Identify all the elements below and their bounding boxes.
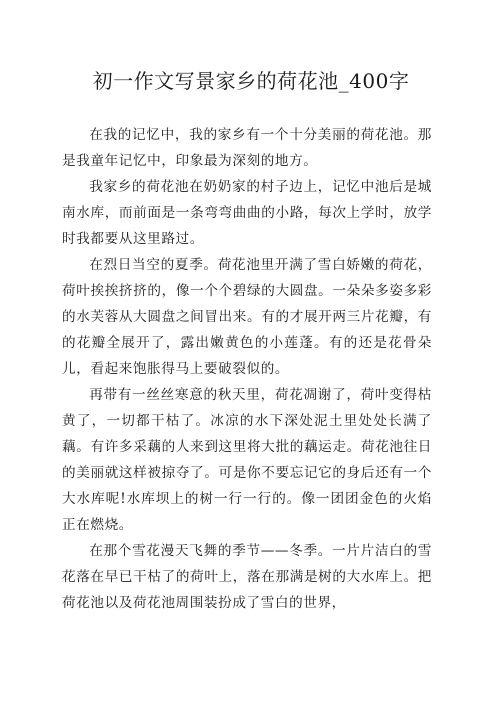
article-body <box>62 122 454 616</box>
paragraph: 在烈日当空的夏季。荷花池里开满了雪白娇嫩的荷花，荷叶挨挨挤挤的，像一个个碧绿的大圆盘。一朵朵多姿多彩的水芙蓉从大圆盘之间冒出来。有的才展开两三片花瓣，有的花瓣全展开了，露出嫩黄色的小莲蓬。有的还是花骨朵儿，看起来饱胀得马上要破裂似的。 <box>62 257 432 377</box>
paragraph: 在我的记忆中，我的家乡有一个十分美丽的荷花池。那是我童年记忆中，印象最为深刻的地方。 <box>62 127 432 169</box>
article-title: 初一作文写景家乡的荷花池_400字 <box>92 69 410 93</box>
paragraph: 在那个雪花漫天飞舞的季节——冬季。一片片洁白的雪花落在早已干枯了的荷叶上，落在那满是树的大水库上。把荷花池以及荷花池周围装扮成了雪白的世界， <box>62 543 432 611</box>
paragraph: 我家乡的荷花池在奶奶家的村子边上，记忆中池后是城南水库，而前面是一条弯弯曲曲的小路，每次上学时，放学时我都要从这里路过。 <box>62 179 432 247</box>
paragraph: 再带有一丝丝寒意的秋天里，荷花凋谢了，荷叶变得枯黄了，一切都干枯了。冰凉的水下深处泥土里处处长满了藕。有许多采藕的人来到这里将大批的藕运走。荷花池往日的美丽就这样被掠夺了。可是你不要忘记它的身后还有一个大水库呢!水库坝上的树一行一行的。像一团团金色的火焰正在燃烧。 <box>62 387 432 533</box>
